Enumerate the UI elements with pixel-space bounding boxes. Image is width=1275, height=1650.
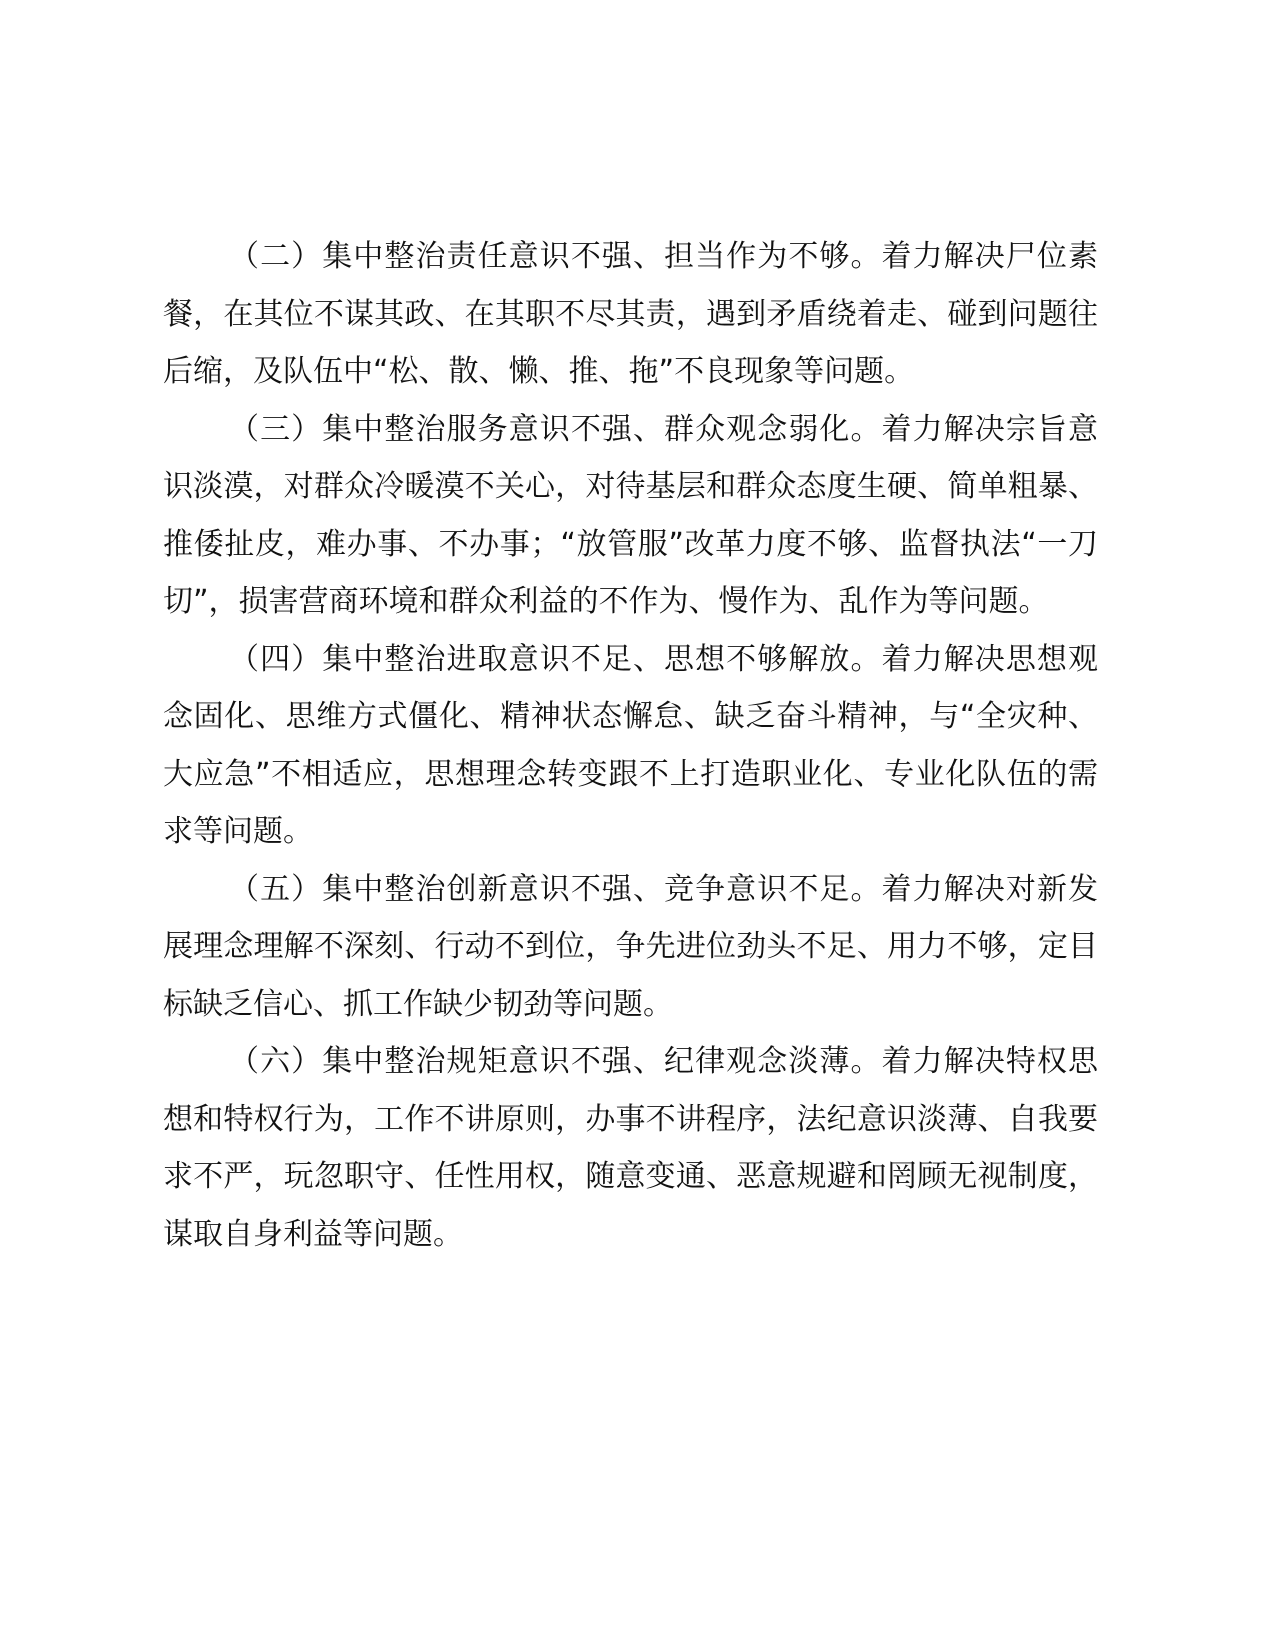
paragraph-section-2: （二）集中整治责任意识不强、担当作为不够。着力解决尸位素餐，在其位不谋其政、在其职不尽其责，遇到矛盾绕着走、碰到问题往后缩，及队伍中“松、散、懒、推、拖”不良现象等问题。 (163, 239, 1098, 389)
document-body (163, 228, 1098, 1263)
paragraph-section-3: （三）集中整治服务意识不强、群众观念弱化。着力解决宗旨意识淡漠，对群众冷暖漠不关心，对待基层和群众态度生硬、简单粗暴、推倭扯皮，难办事、不办事；“放管服”改革力度不够、监督执法“一刀切”，损害营商环境和群众利益的不作为、慢作为、乱作为等问题。 (163, 411, 1098, 619)
paragraph-section-6: （六）集中整治规矩意识不强、纪律观念淡薄。着力解决特权思想和特权行为，工作不讲原则，办事不讲程序，法纪意识淡薄、自我要求不严，玩忽职守、任性用权，随意变通、恶意规避和罔顾无视制度，谋取自身利益等问题。 (163, 1044, 1098, 1252)
paragraph-section-4: （四）集中整治进取意识不足、思想不够解放。着力解决思想观念固化、思维方式僵化、精神状态懈怠、缺乏奋斗精神，与“全灾种、大应急”不相适应，思想理念转变跟不上打造职业化、专业化队伍的需求等问题。 (163, 641, 1098, 849)
paragraph-section-5: （五）集中整治创新意识不强、竞争意识不足。着力解决对新发展理念理解不深刻、行动不到位，争先进位劲头不足、用力不够，定目标缺乏信心、抓工作缺少韧劲等问题。 (163, 871, 1098, 1022)
